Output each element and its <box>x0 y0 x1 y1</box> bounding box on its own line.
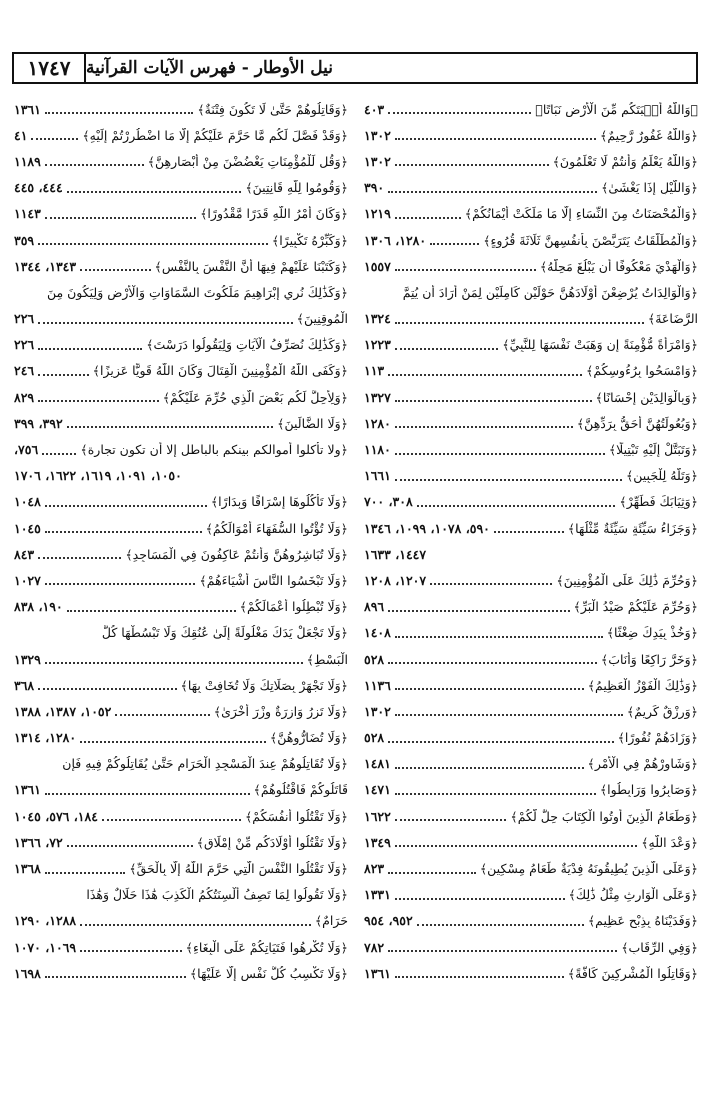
leader-dots <box>395 976 564 978</box>
index-entry <box>364 227 698 253</box>
index-entry <box>14 148 348 174</box>
leader-dots <box>388 374 582 376</box>
index-entry <box>14 463 348 489</box>
leader-dots <box>38 400 159 402</box>
verse-text: ﴿وَلَا تُقَاتِلُوهُمْ عِندَ الْمَسْجِدِ الْحَرَامِ حَتَّىٰ يُقَاتِلُوكُمْ فِيهِ فَإِن <box>62 756 348 772</box>
index-entry <box>14 672 348 698</box>
index-entry <box>364 803 698 829</box>
leader-dots <box>430 583 552 585</box>
index-entry <box>364 384 698 410</box>
verse-text: ﴿وَلَا تُؤْتُوا السُّفَهَاءَ أَمْوَالَكُمُ﴾ <box>205 520 348 536</box>
verse-text: ﴿وَشَاوِرْهُمْ فِي الْأَمْرِ﴾ <box>587 756 698 772</box>
leader-dots <box>67 191 242 193</box>
page-references: ٣٥٩ <box>14 232 35 248</box>
verse-text: ﴿وَلَا الضَّالِّينَ﴾ <box>277 415 348 431</box>
verse-text: ﴿وَلَا تَزِرُ وَازِرَةٌ وِزْرَ أُخْرَىٰ﴾ <box>213 703 348 719</box>
index-entry <box>14 777 348 803</box>
index-entry <box>14 725 348 751</box>
verse-text: ﴿وَعْدَ اللَّهِ﴾ <box>641 834 698 850</box>
verse-text: ﴿وَتَبَتَّلْ إِلَيْهِ تَبْتِيلًا﴾ <box>608 442 698 458</box>
page-references: ١٣٠٢ <box>364 127 391 143</box>
verse-text: ﴿وَجَزَاءُ سَيِّئَةٍ سَيِّئَةٌ مِّثْلُهَا﴾ <box>567 520 698 536</box>
page-references: ١٣٦٨ <box>14 861 41 877</box>
verse-text: ﴿وَلَا تَقْتُلُوا أَوْلَادَكُم مِّنْ إِمْلَاقٍ﴾ <box>196 834 348 850</box>
leader-dots <box>395 714 623 716</box>
page-references: ١٢٠٧، ١٢٠٨ <box>364 572 427 588</box>
leader-dots <box>395 217 461 219</box>
leader-dots <box>388 950 617 952</box>
verse-text: ﴿وَقَاتِلُوا الْمُشْرِكِينَ كَافَّةً﴾ <box>567 965 698 981</box>
leader-dots <box>67 610 236 612</box>
leader-dots <box>388 741 613 743</box>
page-references: ٣٩٢، ٣٩٩ <box>14 415 63 431</box>
verse-text: ﴿وَثِيَابَكَ فَطَهِّرْ﴾ <box>619 494 698 510</box>
verse-text: ﴿وَكَذَٰلِكَ نُصَرِّفُ الْآيَاتِ وَلِيَقُولُوا دَرَسْتَ﴾ <box>146 337 348 353</box>
leader-dots <box>388 191 597 193</box>
verse-text: ﴿وَطَعَامُ الَّذِينَ أُوتُوا الْكِتَابَ حِلٌّ لَّكُمْ﴾ <box>510 808 698 824</box>
index-entry <box>364 725 698 751</box>
index-entry <box>14 96 348 122</box>
index-entry <box>14 541 348 567</box>
index-entry <box>364 279 698 305</box>
page-references: ١٠٤٥ <box>14 520 41 536</box>
page-references: ٨٢٩ <box>14 389 35 405</box>
index-entry <box>14 279 348 305</box>
leader-dots <box>395 138 596 140</box>
leader-dots <box>45 505 207 507</box>
index-entry <box>14 646 348 672</box>
verse-text: الْبَسْطِ﴾ <box>306 651 348 667</box>
page-references: ٥٢٨ <box>364 651 385 667</box>
index-entry <box>14 436 348 462</box>
index-entry <box>364 463 698 489</box>
page-references: ١٤٠٨ <box>364 625 391 641</box>
leader-dots <box>80 924 311 926</box>
leader-dots <box>395 767 584 769</box>
leader-dots <box>395 479 622 481</box>
verse-text: ﴿وَلَا تُبْطِلُوا أَعْمَالَكُمْ﴾ <box>239 599 348 615</box>
index-entry <box>364 908 698 934</box>
page-references: ١٠٤٨ <box>14 494 41 510</box>
leader-dots <box>45 872 125 874</box>
leader-dots <box>395 453 605 455</box>
index-entry <box>14 829 348 855</box>
verse-text: ﴿وَالْمُطَلَّقَاتُ يَتَرَبَّصْنَ بِأَنفُسِهِنَّ ثَلَاثَةَ قُرُوءٍ﴾ <box>483 232 698 248</box>
verse-text: ﴿وَعَلَى الَّذِينَ يُطِيقُونَهُ فِدْيَةٌ طَعَامُ مِسْكِينٍ﴾ <box>479 861 698 877</box>
left-column <box>14 96 356 986</box>
right-column <box>356 96 698 986</box>
page-references: ٤١ <box>14 127 28 143</box>
index-entry <box>14 803 348 829</box>
verse-text: الرَّضَاعَةَ﴾ <box>647 311 698 327</box>
leader-dots <box>38 688 176 690</box>
verse-text: ﴿وَقَدْ فَصَّلَ لَكُم مَّا حَرَّمَ عَلَيْكُمْ إِلَّا مَا اضْطُرِرْتُمْ إِلَيْهِ﴾ <box>82 127 348 143</box>
page-header <box>12 52 698 84</box>
index-entry <box>364 594 698 620</box>
index-entry <box>14 201 348 227</box>
leader-dots <box>395 898 565 900</box>
index-entry <box>14 253 348 279</box>
index-entry <box>14 934 348 960</box>
index-columns <box>14 96 698 986</box>
index-entry <box>364 855 698 881</box>
leader-dots <box>388 872 476 874</box>
page-references: ٥٩٠، ١٠٧٨، ١٠٩٩، ١٣٤٦ <box>364 520 490 536</box>
page-references: ١٦٩٨ <box>14 965 41 981</box>
verse-text: ﴿وَرِزْقٌ كَرِيمٌ﴾ <box>626 703 698 719</box>
verse-text: ﴿وَبِالْوَالِدَيْنِ إِحْسَانًا﴾ <box>595 389 698 405</box>
index-entry <box>14 751 348 777</box>
leader-dots <box>388 662 597 664</box>
index-entry <box>14 122 348 148</box>
verse-text: ﴿وَامْسَحُوا بِرُءُوسِكُمْ﴾ <box>586 363 698 379</box>
index-entry <box>14 882 348 908</box>
leader-dots <box>38 322 293 324</box>
leader-dots <box>417 924 584 926</box>
leader-dots <box>395 845 637 847</box>
index-entry <box>364 175 698 201</box>
verse-text: الْمُوقِنِينَ﴾ <box>296 311 348 327</box>
page-references: ١٣٣١ <box>364 887 391 903</box>
leader-dots <box>45 164 144 166</box>
leader-dots <box>67 426 273 428</box>
page-references: ١٠٥٠، ١٠٩١، ١٦١٩، ١٦٢٢، ١٧٠٦ <box>14 468 182 484</box>
index-entry <box>14 332 348 358</box>
verse-text: ﴿وَالْمُحْصَنَاتُ مِنَ النِّسَاءِ إِلَّا مَا مَلَكَتْ أَيْمَانُكُمْ﴾ <box>464 206 698 222</box>
page-references: ٧٨٢ <box>364 939 385 955</box>
page-references: ١٢١٩ <box>364 206 391 222</box>
page-references: ٧٥٦، <box>14 442 39 458</box>
leader-dots <box>395 269 536 271</box>
leader-dots <box>38 374 89 376</box>
index-entry <box>14 960 348 986</box>
verse-text: ﴿وَاللَّهُ غَفُورٌ رَّحِيمٌ﴾ <box>600 127 698 143</box>
leader-dots <box>395 819 507 821</box>
page-references: ٨٤٣ <box>14 546 35 562</box>
verse-text: ﴿وَفَدَيْنَاهُ بِذِبْحٍ عَظِيمٍ﴾ <box>587 913 698 929</box>
verse-text: ﴿وَحُرِّمَ عَلَيْكُمْ صَيْدُ الْبَرِّ﴾ <box>573 599 698 615</box>
index-entry <box>14 594 348 620</box>
page-references: ١١٣ <box>364 363 385 379</box>
verse-text: ﴿وَحُرِّمَ ذَٰلِكَ عَلَى الْمُؤْمِنِينَ﴾ <box>556 572 698 588</box>
index-entry <box>14 908 348 934</box>
page-references: ٥٢٨ <box>364 730 385 746</box>
verse-text: ﴿وَزَادَهُمْ نُفُورًا﴾ <box>617 730 698 746</box>
index-entry <box>364 148 698 174</box>
page-references: ١٣٢٤ <box>364 311 391 327</box>
leader-dots <box>45 531 202 533</box>
page-references: ٧٢، ١٣٦٦ <box>14 834 63 850</box>
verse-text: ﴿وَاللَّهُ يَعْلَمُ وَأَنتُمْ لَا تَعْلَمُونَ﴾ <box>552 153 698 169</box>
page-references: ٩٥٢، ٩٥٤ <box>364 913 413 929</box>
page-references: ١٢٢٣ <box>364 337 391 353</box>
page-references: ١٢٨٠ <box>364 415 391 431</box>
leader-dots <box>430 243 479 245</box>
leader-dots <box>395 322 644 324</box>
index-entry <box>364 620 698 646</box>
verse-text: ﴿وَلَا تَجْهَرْ بِصَلَاتِكَ وَلَا تُخَافِتْ بِهَا﴾ <box>180 677 348 693</box>
verse-text: ﴿وَعَلَى الْوَارِثِ مِثْلُ ذَٰلِكَ﴾ <box>568 887 698 903</box>
page-references: ٣٠٨، ٧٠٠ <box>364 494 413 510</box>
verse-text: ﴿وَالْوَالِدَاتُ يُرْضِعْنَ أَوْلَادَهُنَّ حَوْلَيْنِ كَامِلَيْنِ لِمَنْ أَرَادَ أَن يُتِمَّ <box>402 284 698 300</box>
leader-dots <box>45 976 186 978</box>
verse-text: ﴿وَتَلَّهُ لِلْجَبِينِ﴾ <box>625 468 698 484</box>
verse-text: ﴿وَكَانَ أَمْرُ اللَّهِ قَدَرًا مَّقْدُورًا﴾ <box>200 206 348 222</box>
leader-dots <box>38 243 268 245</box>
verse-text: حَرَامٌ﴾ <box>314 913 348 929</box>
verse-text: ﴿وَخَرَّ رَاكِعًا وَأَنَابَ﴾ <box>600 651 698 667</box>
leader-dots <box>80 950 182 952</box>
page-references: ١٣٤٩ <box>364 834 391 850</box>
leader-dots <box>45 662 303 664</box>
page-references: ١٢٨٠، ١٣٠٦ <box>364 232 427 248</box>
page-references: ١٦٦١ <box>364 468 391 484</box>
verse-text: ﴿وَاللَّيْلِ إِذَا يَغْشَىٰ﴾ <box>601 180 698 196</box>
index-entry <box>14 698 348 724</box>
index-entry <box>364 436 698 462</box>
leader-dots <box>102 819 241 821</box>
page-references: ٨٢٣ <box>364 861 385 877</box>
page-references: ٢٤٦ <box>14 363 35 379</box>
verse-text: ﴿وَلَا تَقُولُوا لِمَا تَصِفُ أَلْسِنَتُكُمُ الْكَذِبَ هَٰذَا حَلَالٌ وَهَٰذَا <box>86 887 348 903</box>
index-entry <box>364 253 698 279</box>
page-references: ١٣٤٣، ١٣٤٤ <box>14 258 77 274</box>
page-references: ٨٩٦ <box>364 599 385 615</box>
page-references: ١٣٦١ <box>364 965 391 981</box>
index-entry <box>14 620 348 646</box>
index-entry <box>14 410 348 436</box>
leader-dots <box>388 112 531 114</box>
page-references: ٣٦٨ <box>14 677 35 693</box>
index-entry <box>14 175 348 201</box>
verse-text: ﴿وَقُومُوا لِلَّهِ قَانِتِينَ﴾ <box>245 180 348 196</box>
verse-text: ﴿وَلَا تَقْتُلُوا أَنفُسَكُمْ﴾ <box>244 808 348 824</box>
leader-dots <box>42 453 76 455</box>
index-entry <box>14 306 348 332</box>
leader-dots <box>395 426 573 428</box>
verse-text: ﴿وَاللَّهُ أَنۢبَتَكُم مِّنَ الْأَرْضِ نَبَاتًا﴾ <box>535 101 698 117</box>
page-references: ١٣٠٢ <box>364 153 391 169</box>
verse-text: ﴿وَفِي الرِّقَابِ﴾ <box>621 939 698 955</box>
page-references: ١٢٨٨، ١٢٩٠ <box>14 913 77 929</box>
index-entry <box>364 960 698 986</box>
page-references: ١٣٠٢ <box>364 703 391 719</box>
page-references: ١٢٨٠، ١٣١٤ <box>14 730 77 746</box>
verse-text: ﴿وَلَا تَجْعَلْ يَدَكَ مَغْلُولَةً إِلَىٰ عُنُقِكَ وَلَا تَبْسُطْهَا كُلَّ <box>101 625 348 641</box>
verse-text: ﴿وَلَا تَأْكُلُوهَا إِسْرَافًا وَبِدَارًا﴾ <box>210 494 348 510</box>
verse-text: ﴿وَكَفَى اللَّهُ الْمُؤْمِنِينَ الْقِتَالَ وَكَانَ اللَّهُ قَوِيًّا عَزِيزًا﴾ <box>92 363 348 379</box>
page-references: ١٠٢٧ <box>14 572 41 588</box>
index-entry <box>364 201 698 227</box>
page-references: ١٥٥٧ <box>364 258 391 274</box>
page-references: ١٣٦١ <box>14 101 41 117</box>
index-entry <box>364 829 698 855</box>
page-references: ١٩٠، ٨٣٨ <box>14 599 63 615</box>
verse-text: ﴿وَخُذْ بِيَدِكَ ضِغْثًا﴾ <box>606 625 698 641</box>
index-entry <box>14 489 348 515</box>
leader-dots <box>38 348 142 350</box>
index-entry <box>14 515 348 541</box>
verse-text: ﴿وَامْرَأَةً مُّؤْمِنَةً إِن وَهَبَتْ نَفْسَهَا لِلنَّبِيِّ﴾ <box>502 337 698 353</box>
page-references: ١٤٤٧، ١٦٣٣ <box>364 546 427 562</box>
leader-dots <box>45 217 196 219</box>
page-references: ١٦٢٢ <box>364 808 391 824</box>
page-references: ٤٠٣ <box>364 101 385 117</box>
leader-dots <box>67 845 193 847</box>
leader-dots <box>395 636 603 638</box>
verse-text: ﴿وَصَابِرُوا وَرَابِطُوا﴾ <box>599 782 698 798</box>
index-entry <box>364 751 698 777</box>
leader-dots <box>31 138 78 140</box>
verse-text: ﴿وَبُعُولَتُهُنَّ أَحَقُّ بِرَدِّهِنَّ﴾ <box>576 415 698 431</box>
page-references: ١١٣٦ <box>364 677 391 693</box>
verse-text: ﴿وَقُل لِّلْمُؤْمِنَاتِ يَغْضُضْنَ مِنْ أَبْصَارِهِنَّ﴾ <box>147 153 348 169</box>
page-references: ١٤٧١ <box>364 782 391 798</box>
index-entry <box>364 489 698 515</box>
page-title: نيل الأوطار - فهرس الآيات القرآنية <box>86 58 333 78</box>
index-entry <box>14 855 348 881</box>
index-entry <box>364 882 698 908</box>
verse-text: ﴿وَقَاتِلُوهُمْ حَتَّىٰ لَا تَكُونَ فِتْنَةٌ﴾ <box>197 101 348 117</box>
leader-dots <box>395 164 549 166</box>
page-references: ١٣٦١ <box>14 782 41 798</box>
leader-dots <box>395 688 584 690</box>
index-entry <box>364 306 698 332</box>
verse-text: ﴿وَكَذَٰلِكَ نُرِي إِبْرَاهِيمَ مَلَكُوتَ السَّمَاوَاتِ وَالْأَرْضِ وَلِيَكُونَ مِنَ <box>46 284 348 300</box>
page-references: ١٣٢٩ <box>14 651 41 667</box>
leader-dots <box>395 793 596 795</box>
index-entry <box>364 515 698 541</box>
verse-text: ﴿وَلَا تُضَارُّوهُنَّ﴾ <box>269 730 348 746</box>
page-references: ١٠٦٩، ١٠٧٠ <box>14 939 77 955</box>
leader-dots <box>395 400 592 402</box>
index-entry <box>364 777 698 803</box>
page-references: ١١٨٠ <box>364 442 391 458</box>
index-entry <box>14 384 348 410</box>
leader-dots <box>395 348 498 350</box>
index-entry <box>364 122 698 148</box>
index-entry <box>364 934 698 960</box>
verse-text: ﴿وَلَا تَكْسِبُ كُلُّ نَفْسٍ إِلَّا عَلَيْهَا﴾ <box>189 965 348 981</box>
index-entry <box>364 410 698 436</box>
index-entry <box>14 567 348 593</box>
leader-dots <box>45 112 194 114</box>
index-entry <box>364 358 698 384</box>
leader-dots <box>45 793 250 795</box>
index-entry <box>364 96 698 122</box>
index-entry <box>364 672 698 698</box>
leader-dots <box>80 269 150 271</box>
page-references: ١١٨٩ <box>14 153 41 169</box>
page-references: ١٨٤، ٥٧٦، ١٠٤٥ <box>14 808 98 824</box>
index-entry <box>364 541 698 567</box>
index-entry <box>364 698 698 724</box>
verse-text: ﴿وَلِأُحِلَّ لَكُم بَعْضَ الَّذِي حُرِّمَ عَلَيْكُمْ﴾ <box>162 389 348 405</box>
verse-text: ﴿وَالْهَدْيَ مَعْكُوفًا أَن يَبْلُغَ مَحِلَّهُ﴾ <box>539 258 698 274</box>
verse-text: قَاتَلُوكُمْ فَاقْتُلُوهُمْ﴾ <box>253 782 348 798</box>
leader-dots <box>417 505 616 507</box>
index-entry <box>364 567 698 593</box>
page-references: ١٣٢٧ <box>364 389 391 405</box>
leader-dots <box>80 741 266 743</box>
index-entry <box>364 646 698 672</box>
leader-dots <box>38 557 121 559</box>
index-entry <box>14 358 348 384</box>
leader-dots <box>494 531 564 533</box>
verse-text: ﴿وَكَتَبْنَا عَلَيْهِمْ فِيهَا أَنَّ النَّفْسَ بِالنَّفْسِ﴾ <box>154 258 348 274</box>
leader-dots <box>45 583 196 585</box>
page-references: ٤٤٤، ٤٤٥ <box>14 180 63 196</box>
page-number: ١٧٤٧ <box>14 54 86 82</box>
page-references: ١٤٨١ <box>364 756 391 772</box>
page-references: ٢٢٦ <box>14 337 35 353</box>
index-entry <box>364 332 698 358</box>
verse-text: ﴿وَلَا تَبْخَسُوا النَّاسَ أَشْيَاءَهُمْ﴾ <box>199 572 348 588</box>
page-references: ١١٤٣ <box>14 206 41 222</box>
verse-text: ﴿وَكَبِّرْهُ تَكْبِيرًا﴾ <box>271 232 348 248</box>
page-references: ١٠٥٢، ١٣٨٧، ١٣٨٨ <box>14 703 112 719</box>
verse-text: ﴿وَلَا تَقْتُلُوا النَّفْسَ الَّتِي حَرَّمَ اللَّهُ إِلَّا بِالْحَقِّ﴾ <box>129 861 348 877</box>
index-entry <box>14 227 348 253</box>
verse-text: ﴿وَلَا تُبَاشِرُوهُنَّ وَأَنتُمْ عَاكِفُونَ فِي الْمَسَاجِدِ﴾ <box>125 546 348 562</box>
verse-text: ﴿وَلَا تُكْرِهُوا فَتَيَاتِكُمْ عَلَى الْبِغَاءِ﴾ <box>185 939 348 955</box>
page-references: ٣٩٠ <box>364 180 385 196</box>
leader-dots <box>388 610 569 612</box>
page-references: ٢٢٦ <box>14 311 35 327</box>
leader-dots <box>115 714 209 716</box>
verse-text: ﴿ولا تأكلوا أموالكم بينكم بالباطل إلا أن تكون تجارة﴾ <box>80 442 348 458</box>
verse-text: ﴿وَذَٰلِكَ الْفَوْزُ الْعَظِيمُ﴾ <box>587 677 698 693</box>
